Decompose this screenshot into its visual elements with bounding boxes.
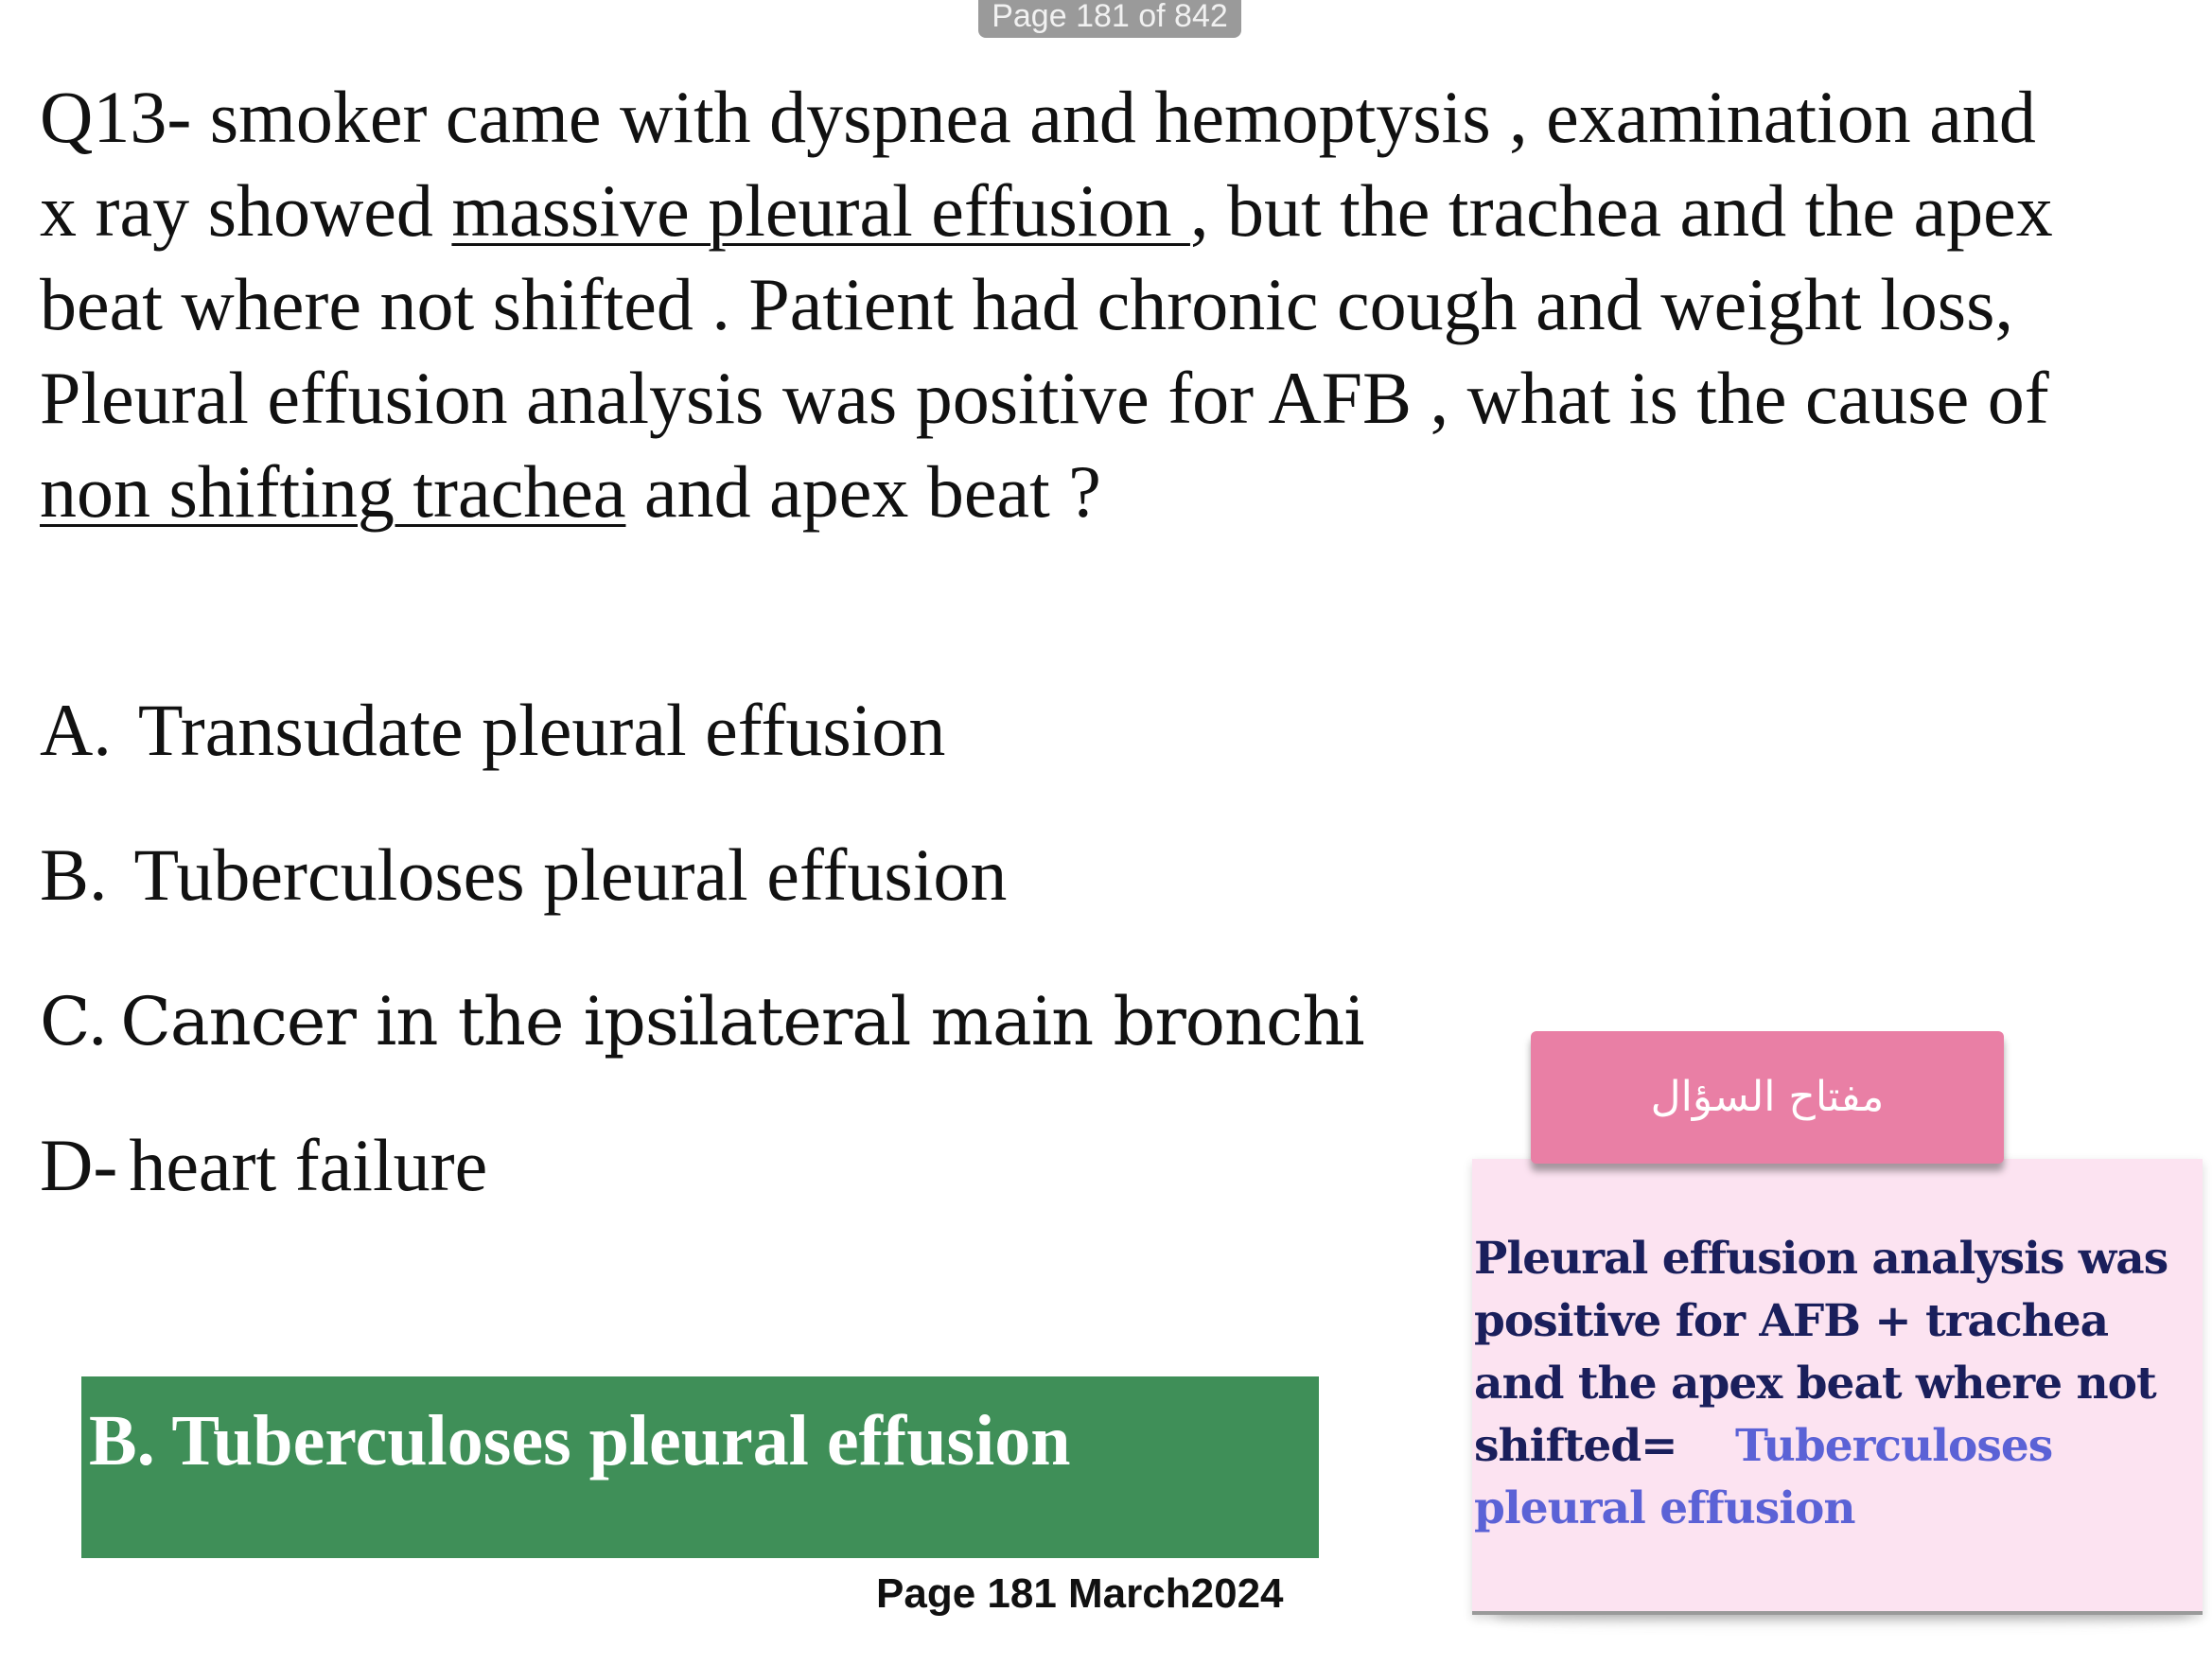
answer-key-explanation-body: Pleural effusion analysis was positive for AFB + trachea and the apex beat where not shifted= bbox=[1474, 1233, 2168, 1472]
option-d-text: heart failure bbox=[129, 1124, 488, 1206]
question-part-1: Q13- smoker came with dyspnea and hemoptysis , examination and x ray showed bbox=[40, 76, 2036, 252]
answer-key-explanation bbox=[1474, 1228, 2203, 1540]
option-b-letter: B. bbox=[40, 833, 108, 916]
option-a-letter: A. bbox=[40, 689, 112, 771]
option-d-letter: D- bbox=[40, 1124, 118, 1206]
option-c bbox=[40, 974, 1364, 1069]
page-indicator-label: Page 181 of 842 bbox=[992, 0, 1228, 34]
answer-key-tab-label: مفتاح السؤال bbox=[1650, 1073, 1885, 1121]
answer-text: B. Tuberculoses pleural effusion bbox=[89, 1401, 1071, 1481]
question-underline-2: non shifting trachea bbox=[40, 450, 626, 533]
page-footer: Page 181 March2024 bbox=[876, 1570, 1284, 1617]
option-b bbox=[40, 828, 1007, 922]
option-a bbox=[40, 683, 945, 778]
option-c-letter: C. bbox=[40, 983, 108, 1060]
page-indicator bbox=[978, 0, 1241, 38]
question-part-3: and apex beat ? bbox=[625, 450, 1101, 533]
option-c-text: Cancer in the ipsilateral main bronchi bbox=[120, 983, 1364, 1060]
option-b-text: Tuberculoses pleural effusion bbox=[133, 833, 1008, 916]
option-d bbox=[40, 1118, 487, 1213]
question-part-2: , but the trachea and the apex beat where not shifted . Patient had chronic cough and weight loss, Pleural effusion analysis was positive for AFB , what is the cause of bbox=[40, 169, 2053, 439]
option-a-text: Transudate pleural effusion bbox=[137, 689, 946, 771]
question-underline-1: massive pleural effusion bbox=[451, 169, 1190, 252]
answer-key-tab bbox=[1531, 1031, 2004, 1164]
answer-key-highlight: Tuberculoses pleural effusion bbox=[1474, 1420, 2053, 1534]
question-text bbox=[40, 70, 2055, 538]
answer-box bbox=[81, 1376, 1319, 1558]
